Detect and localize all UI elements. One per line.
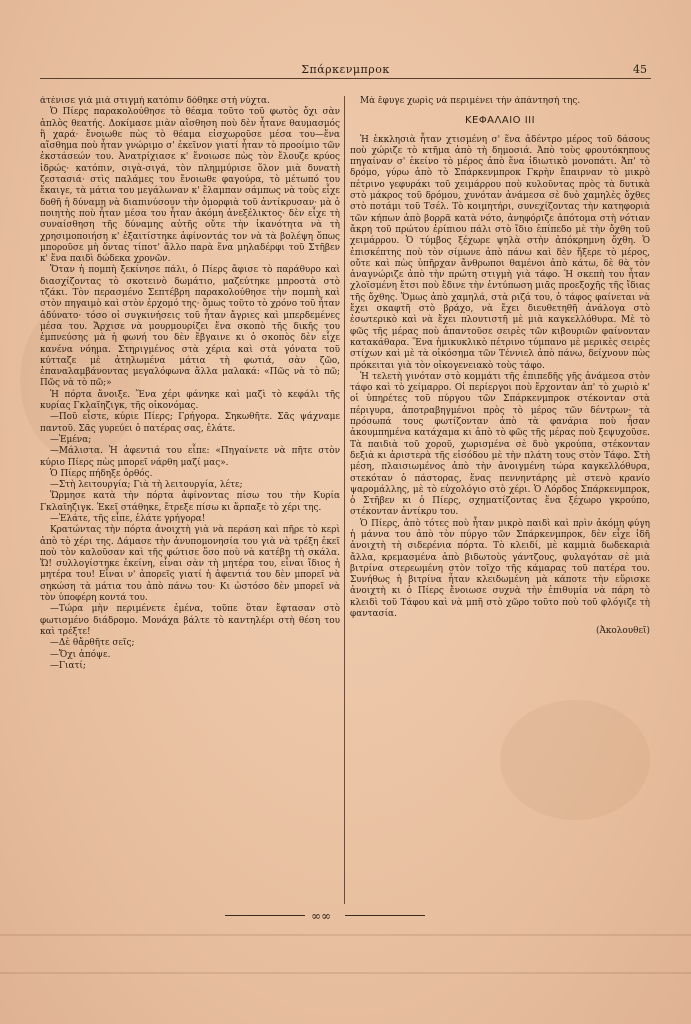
dialogue-line: —Ὄχι ἀπόψε. bbox=[50, 649, 111, 660]
paragraph: Κρατώντας τὴν πόρτα ἀνοιχτὴ γιὰ νὰ περάση καὶ πῆρε τὸ κερὶ ἀπὸ τὸ χέρι της. Δάμασε τὴν ἀνυπομονησία του γιὰ νὰ τρέξη ἐκεῖ ποὺ τὸν καλοῦσαν καὶ τῆς φώτισε ὅσο ποὺ νὰ κατέβη τὴ σκάλα. Ὤ! συλλογίστηκε ἐκείνη, εἶναι σὰν τὴ μητέρα του, εἶναι ἴδιος ἡ μητέρα του! Εἶναι ν' ἀπορεῖς γιατί ἡ ἀφεντιά του δὲν μπορεῖ νὰ σηκώση τὰ μάτια του ἀπὸ πάνω του· Κι ὡστόσο δὲν μπορεῖ νὰ τὸν ὑποφέρη κοντά του. bbox=[40, 525, 340, 604]
ornament-rule bbox=[345, 915, 425, 916]
paragraph: Ὁ Πίερς πήδηξε ὀρθός. bbox=[50, 468, 153, 479]
paper-fold bbox=[0, 934, 691, 936]
paragraph: Ὅταν ἡ πομπὴ ξεκίνησε πάλι, ὁ Πίερς ἄφισε τὸ παράθυρο καὶ διασχίζοντας τὸ σκοτεινὸ δωμάτιο, μαζεύτηκε μπροστὰ στὸ τζάκι. Τὸν περασμένο Σεπτέβρη παρακολούθησε τὴν πομπὴ καὶ στὸν πηγαιμὸ καὶ στὸν ἐρχομό της· ὅμως τοῦτο τὸ χρόνο τοῦ ἦταν ἀδύνατο· τόσο οἱ συγκινήσεις τοῦ ἦταν ἄγριες καὶ μπερδεμένες μέσα του. Ἄρχισε νὰ μουρμουρίζει ἕνα σκοπὸ τῆς δικῆς του ἐμπνεύσης μὰ ἡ φωνή του δὲν ἔβγαινε κι ὁ σκοπὸς δὲν εἶχε κανένα νόημα. Στηριγμένος στὰ χέρια καὶ στὰ γόνατα τοῦ κύτταζε μὲ ἀτηλωμένα μάτια τὴ φωτιά, σὰν ζῶο, ἐπαναλαμβάνοντας μεγαλόφωνα ἄλλα μαλακά: «Πῶς νὰ τὸ πῶ; Πῶς νὰ τὸ πῶ;» bbox=[40, 265, 340, 389]
dialogue-line: —Μάλιστα. Ἡ ἀφεντιά του εἶπε: «Πηγαίνετε νὰ πῆτε στὸν κύριο Πίερς πὼς μπορεῖ νάρθη μαζί μας». bbox=[40, 446, 340, 468]
chapter-title: ΚΕΦΑΛΑΙΟ ΙΙΙ bbox=[464, 115, 536, 127]
paragraph: Ὁ Πίερς, ἀπὸ τότες ποὺ ἦταν μικρὸ παιδὶ καὶ πρὶν ἀκόμη φύγη ἡ μάννα του ἀπὸ τὸν πύργο τῶν Σπάρκενμπροκ, δὲν εἶχε ἰδῆ ἀνοιχτὴ τὴ σιδερένια πόρτα. Τὸ κλειδί, μὲ καμμιὰ δωδεκαριὰ ἄλλα, κρεμασμένα ἀπὸ βιδωτοὺς γάντζους, φυλαγόταν σὲ μιὰ βιτρίνα στερεωμένη στὸν τοῖχο τῆς κάμαρας τοῦ πατέρα του. Συνήθως ἡ βιτρίνα ἦταν κλειδωμένη μὰ κάποτε τὴν εὕρισκε ἀνοιχτὴ κι ὁ Πίερς ἔνοιωσε συχνὰ τὴν ἐπιθυμία νὰ πάρη τὸ κλειδὶ τοῦ Τάφου καὶ νὰ μπῆ στὸ χῶρο τοῦτο ποὺ τοῦ φλόγιζε τὴ φαντασία. bbox=[350, 518, 650, 620]
dialogue-line: —Γιατί; bbox=[50, 660, 86, 671]
dialogue-line: —Ἐμένα; bbox=[50, 434, 92, 445]
paragraph: Ὥρμησε κατὰ τὴν πόρτα ἀφίνοντας πίσω του τὴν Κυρία Γκλαῖηζιγκ. Ἐκεῖ στάθηκε, ἔτρεξε πίσω κι ἅρπαξε τὸ χέρι της. bbox=[40, 491, 340, 513]
paragraph: Μὰ ἔφυγε χωρὶς νὰ περιμένει τὴν ἀπάντησή της. bbox=[360, 96, 581, 106]
column-divider bbox=[344, 96, 345, 904]
section-ornament bbox=[225, 910, 425, 922]
dialogue-line: —Δὲ θἄρθῆτε σεῖς; bbox=[50, 638, 135, 649]
right-column bbox=[350, 96, 650, 914]
paragraph: Ἡ πόρτα ἄνοιξε. Ἕνα χέρι φάνηκε καὶ μαζὶ τὸ κεφάλι τῆς κυρίας Γκλαῖηζιγκ, τῆς οἰκονόμας. bbox=[40, 389, 340, 412]
continuation-note: (Ἀκολουθεῖ) bbox=[595, 626, 650, 637]
dialogue-line: —Ποῦ εἶστε, κύριε Πίερς; Γρήγορα. Σηκωθῆτε. Σᾶς ψάχναμε παντοῦ. Σᾶς γυρεύει ὁ πατέρας σας, ἐλάτε. bbox=[40, 412, 340, 434]
paper-fold bbox=[0, 972, 691, 974]
page-header bbox=[40, 60, 651, 79]
dialogue-line: —Ἐλάτε, τῆς εἶπε, ἐλάτε γρήγορα! bbox=[50, 513, 206, 524]
page-number: 45 bbox=[633, 63, 647, 76]
left-column bbox=[40, 96, 340, 914]
ornament-knot-icon: ∞∞ bbox=[311, 909, 331, 923]
running-title: Σπάρκενμπροκ bbox=[301, 63, 390, 76]
paragraph: Ἡ τελετὴ γινόταν στὸ κομμάτι τῆς ἐπιπεδῆς γῆς ἀνάμεσα στὸν τάφο καὶ τὸ χείμαρρο. Οἱ περίεργοι ποὺ ἔρχονταν ἀπ' τὸ χωριὸ κ' οἱ ὑπηρέτες τοῦ πύργου τῶν Σπάρκενμπροκ στέκονταν στὰ πέριγυρα, ἀποτραβηγμένοι πρὸς τὸ μέρος τῶν δέντρων· τὰ πρόσωπά τους φωτίζονταν ἀπὸ τὰ φανάρια ποὺ ἦσαν ἀκουμπημένα κατάχαμα κι ἀπὸ τὸ φῶς τῆς μέρας ποὺ ξεψυχοῦσε. Τὰ παιδιὰ τοῦ χοροῦ, χωρισμένα σὲ δυὸ γκρούπα, στέκονταν δεξιὰ κι ἀριστερὰ τῆς εἰσόδου μὲ τὴν πλάτη τους στὸν Τάφο. Στὴ μέση, πλαισιωμένος ἀπὸ τὴν ἀνοιγμένη τώρα καγκελλόθυρα, στεκόταν ὁ πάστορας, ἕνας πεννηντάρης μὲ στενὸ κρανίο ψαρομάλλης, μὲ τὸ εὐχολόγιο στὸ χέρι. Ὁ Λόρδος Σπάρκενμπροκ, ὁ Στῆβεν κι ὁ Πίερς, σχηματίζοντας ἕνα ξέχωρο γκρούπο, στέκονταν ἀντίκρυ του. bbox=[350, 371, 650, 518]
ornament-rule bbox=[225, 915, 305, 916]
paragraph: Ὁ Πίερς παρακολούθησε τὸ θέαμα τοῦτο τοῦ φωτὸς ὄχι σὰν ἁπλὸς θεατής. Δοκίμασε μιὰν αἴσθηση ποὺ δὲν ἦτανε θαυμασμός ἢ χαρά· ἔνοιωθε πὼς τὸ θέαμα εἰσχωροῦσε μέσα του—ἕνα αἴσθημα ποὺ ἦταν γνώριμο σ' ἐκεῖνον γιατί ἦταν τὸ προοίμιο τῶν ἐκστάσεών του. Ἀνατρίχιασε κ' ἔνοιωσε πὼς τὸν ἔλουζε κρύος ἱδρώς· κατόπιν, σιγὰ-σιγά, τὸν πλημμύρισε ὅλον μιὰ δυνατὴ ζεστασιά· στὶς παλάμες του ἔνοιωθε φαγούρα, τὸ μέτωπό του ἔκαιγε, τὰ μάτια του μεγάλωναν κ' ἔλαμπαν σάμπως νὰ τοὺς εἶχε δοθῆ ἡ δύναμη νὰ διαπινύσουν τὴν ὀμορφιὰ τοῦ ἀντίκρυσαν· μὰ ὁ ποιητὴς ποὺ ἦταν μέσα του ἦταν ἀκόμη ἀνεξέλικτος· δὲν εἶχε τὴ συναίσθηση τῆς δύναμης αὐτῆς οὔτε τὴν ἱκανότητα νὰ τὴ χρησιμοποιήση κ' ἐξαιτίστηκε ἀφίνοντάς τον νὰ τὰ βολέψη ὅπως μποροῦσε μὴ ὄντας τίποτ' ἄλλο παρὰ ἕνα μηλαδέρφι τοῦ Στῆβεν κ' ἕνα παιδὶ δώδεκα χρονῶν. bbox=[40, 107, 340, 265]
dialogue-line: —Στὴ λειτουργία; Γιὰ τὴ λειτουργία, λέτε; bbox=[50, 480, 243, 491]
paragraph: Ἡ ἐκκλησιὰ ἦταν χτισμένη σ' ἕνα ἀδέντρο μέρος τοῦ δάσους ποὺ χώριζε τὸ κτῆμα ἀπὸ τὴ δημοσιά. Ἀπὸ τοὺς φρουτόκηπους πηγαίναν σ' ἐκείνο τὸ μέρος ἀπὸ ἕνα ἰδιωτικὸ μονοπάτι. Ἀπ' τὸ δρόμο, γύρω ἀπὸ τὸ Σπάρκενμπροκ Γκρὴν ἔπαιρναν τὸ μικρὸ πέτρινο γεφυράκι τοῦ χειμάρρου ποὺ κυλοῦντας πρὸς τὰ δυτικὰ στὸ μάκρος τοῦ δρόμου, χυνόταν ἀνάμεσα σὲ δυὸ χαμηλὲς ὄχθες στὸ ποτάμι τοῦ Τσέλ. Τὸ κοιμητήρι, συνεχίζοντας τὴν κατηφοριὰ τῶν κήπων ἀπὸ βορρᾶ κατὰ νότο, ἀνηφόριζε ἀπότομα στὴ νότιαν ἄκρη τοῦ πρώτου ἐρίπιου πάλι στὸ ἴδιο ἐπίπεδο μὲ τὴν ὄχθη τοῦ χειμάρρου. Ὁ τύμβος ξέχωρε ψηλὰ στὴν ἀπόκρημνη ὄχθη. Ὁ ἐπισκέπτης ποὺ τὸν σίμωνε ἀπὸ πάνω καὶ δὲν ἤξερε τὸ μέρος, οὔτε καὶ πὼς ὑπῆρχαν ἄνθρωποι θαμένοι ἀπὸ κάτω, δὲ θὰ τὸν ἀναγνώριζε ἀπὸ τὴν πρώτη στιγμὴ γιὰ τάφο. Ἡ σκεπὴ του ἦταν χλοϊσμένη ἔτσι ποὺ ἔδινε τὴν ἐντύπωση μιᾶς προεξοχῆς τῆς ἴδιας τῆς ὄχθης. Ὅμως ἀπὸ χαμηλά, στὰ ριζά του, ὁ τάφος φαίνεται νὰ ἔχει σκαφτῆ στὸ βράχο, νὰ ἔχει διευθετηθῆ ἀνάλογα στὸ ἐσωτερικὸ καὶ νὰ ἔχει πλουτιστῆ μὲ μιὰ καγκελλόθυρα. Μὲ τὸ φῶς τῆς μέρας ποὺ ἁπαντοῦσε σειρὲς τῶν κιβουριῶν φαίνονταν κατακάθαρα. Ἕνα ἡμικυκλικὸ πέτρινο τύμπανο μὲ μερικὲς σειρὲς στίχων καὶ μὲ τὰ οἰκόσημα τῶν Τέννιελ ἀπὸ πάνω, δείχνουν πὼς πρόκειται γιὰ τὸν οἰκογενειακὸ τοὺς τάφο. bbox=[350, 134, 650, 371]
paragraph: ἀτένισε γιὰ μιὰ στιγμή κατόπιν δόθηκε στὴ νύχτα. bbox=[40, 96, 270, 106]
dialogue-line: —Τώρα μὴν περιμένετε ἐμένα, τοῦπε ὅταν ἔφτασαν στὸ φωτισμένο διάδρομο. Μονάχα βάλτε τὸ καντηλέρι στὴ θέση του καὶ τρέξτε! bbox=[40, 604, 340, 637]
